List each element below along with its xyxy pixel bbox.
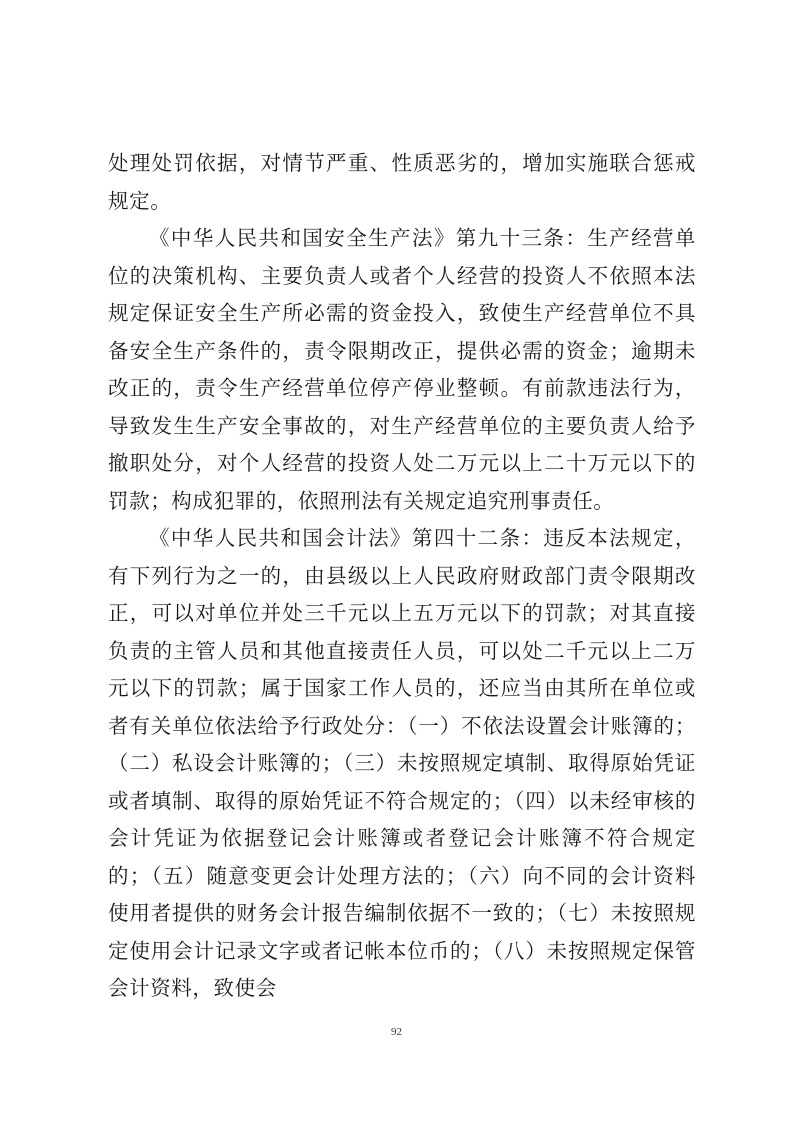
body-text xyxy=(108,145,696,1008)
paragraph-continued: 处理处罚依据，对情节严重、性质恶劣的，增加实施联合惩戒规定。 xyxy=(108,151,696,213)
paragraph-safety-law-article-93: 《中华人民共和国安全生产法》第九十三条：生产经营单位的决策机构、主要负责人或者个人经营的投资人不依照本法规定保证安全生产所必需的资金投入，致使生产经营单位不具备安全生产条件的，责令限期改正，提供必需的资金；逾期未改正的，责令生产经营单位停产停业整顿。有前款违法行为，导致发生生产安全事故的，对生产经营单位的主要负责人给予撤职处分，对个人经营的投资人处二万元以上二十万元以下的罚款；构成犯罪的，依照刑法有关规定追究刑事责任。 xyxy=(108,226,696,513)
page-number: 92 xyxy=(391,1026,402,1038)
paragraph-accounting-law-article-42: 《中华人民共和国会计法》第四十二条：违反本法规定，有下列行为之一的，由县级以上人民政府财政部门责令限期改正，可以对单位并处三千元以上五万元以下的罚款；对其直接负责的主管人员和其他直接责任人员，可以处二千元以上二万元以下的罚款；属于国家工作人员的，还应当由其所在单位或者有关单位依法给予行政处分：（一）不依法设置会计账簿的；（二）私设会计账簿的；（三）未按照规定填制、取得原始凭证或者填制、取得的原始凭证不符合规定的；（四）以未经审核的会计凭证为依据登记会计账簿或者登记会计账簿不符合规定的；（五）随意变更会计处理方法的；（六）向不同的会计资料使用者提供的财务会计报告编制依据不一致的；（七）未按照规定使用会计记录文字或者记帐本位币的；（八）未按照规定保管会计资料，致使会 xyxy=(108,526,696,1000)
